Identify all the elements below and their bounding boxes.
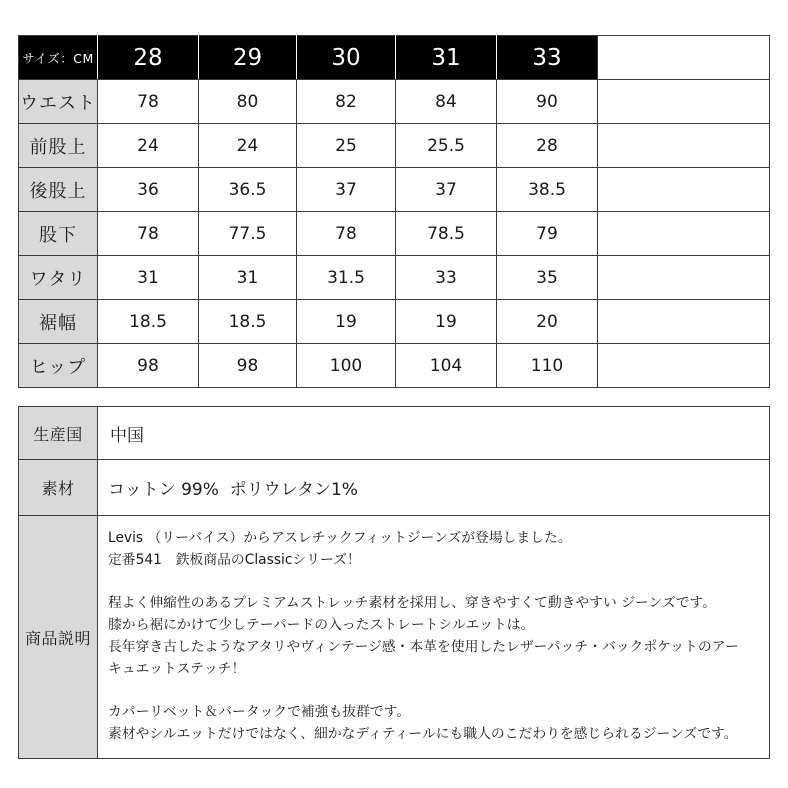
table-cell: 80 <box>199 80 297 124</box>
table-cell: 82 <box>297 80 396 124</box>
description-line: 程よく伸縮性のあるプレミアムストレッチ素材を採用し、穿きやすくて動きやすい ジーンズです。 <box>108 595 716 612</box>
table-row-hip <box>19 344 770 388</box>
row-label-waist: ウエスト <box>19 80 98 124</box>
table-row-front-rise <box>19 124 770 168</box>
description-row <box>19 516 770 759</box>
table-cell: 36.5 <box>199 168 297 212</box>
empty-cell <box>598 124 770 168</box>
row-label-thigh: ワタリ <box>19 256 98 300</box>
unit-label: サイズ：CM <box>19 36 98 80</box>
table-cell: 100 <box>297 344 396 388</box>
table-cell: 78.5 <box>396 212 497 256</box>
table-row-thigh <box>19 256 770 300</box>
table-cell: 28 <box>497 124 598 168</box>
size-column-header: 33 <box>497 36 598 80</box>
table-cell: 78 <box>98 212 199 256</box>
description-paragraph <box>108 528 763 572</box>
table-cell: 24 <box>98 124 199 168</box>
description-label: 商品説明 <box>19 516 98 759</box>
table-cell: 110 <box>497 344 598 388</box>
size-column-header: 28 <box>98 36 199 80</box>
origin-row <box>19 407 770 460</box>
description-line: 膝から裾にかけて少しテーパードの入ったストレートシルエットは。 <box>108 617 535 634</box>
table-cell: 18.5 <box>199 300 297 344</box>
description-paragraph <box>108 593 763 680</box>
table-cell: 84 <box>396 80 497 124</box>
table-cell: 25.5 <box>396 124 497 168</box>
table-cell: 31 <box>199 256 297 300</box>
description-line: カパーリベット＆バータックで補強も抜群です。 <box>108 704 411 721</box>
empty-cell <box>598 212 770 256</box>
row-label-hip: ヒップ <box>19 344 98 388</box>
table-cell: 33 <box>396 256 497 300</box>
table-cell: 98 <box>98 344 199 388</box>
table-cell: 36 <box>98 168 199 212</box>
material-label: 素材 <box>19 460 98 516</box>
description-line: 素材やシルエットだけではなく、細かなディティールにも職人のこだわりを感じられるジーンズです。 <box>108 726 738 743</box>
table-cell: 77.5 <box>199 212 297 256</box>
description-line: 定番541 鉄板商品のClassicシリーズ！ <box>108 551 361 568</box>
size-column-header: 29 <box>199 36 297 80</box>
table-cell: 31.5 <box>297 256 396 300</box>
row-label-back-rise: 後股上 <box>19 168 98 212</box>
origin-label: 生産国 <box>19 407 98 460</box>
description-line: 長年穿き古したようなアタリやヴィンテージ感・本革を使用したレザーパッチ・バックポケットのアー <box>108 639 739 655</box>
table-cell: 35 <box>497 256 598 300</box>
table-cell: 24 <box>199 124 297 168</box>
table-cell: 19 <box>396 300 497 344</box>
empty-cell <box>598 168 770 212</box>
description-body <box>98 516 770 759</box>
row-label-hem-width: 裾幅 <box>19 300 98 344</box>
table-cell: 31 <box>98 256 199 300</box>
size-table <box>18 35 770 388</box>
size-column-header: 31 <box>396 36 497 80</box>
material-value: コットン 99% ポリウレタン1% <box>98 460 770 516</box>
table-cell: 38.5 <box>497 168 598 212</box>
product-info-table <box>18 406 770 759</box>
table-cell: 78 <box>98 80 199 124</box>
table-row-waist <box>19 80 770 124</box>
empty-cell <box>598 344 770 388</box>
table-cell: 18.5 <box>98 300 199 344</box>
empty-cell <box>598 80 770 124</box>
table-cell: 98 <box>199 344 297 388</box>
table-cell: 37 <box>396 168 497 212</box>
table-cell: 25 <box>297 124 396 168</box>
table-row-hem-width <box>19 300 770 344</box>
description-line: Levis （リーバイス）からアスレチックフィットジーンズが登場しました。 <box>108 530 572 547</box>
size-column-header: 30 <box>297 36 396 80</box>
description-paragraph <box>108 702 763 746</box>
row-label-inseam: 股下 <box>19 212 98 256</box>
row-label-front-rise: 前股上 <box>19 124 98 168</box>
origin-value: 中国 <box>98 407 770 460</box>
table-row-back-rise <box>19 168 770 212</box>
table-cell: 19 <box>297 300 396 344</box>
table-row-inseam <box>19 212 770 256</box>
empty-cell <box>598 300 770 344</box>
table-cell: 79 <box>497 212 598 256</box>
table-cell: 90 <box>497 80 598 124</box>
empty-cell <box>598 256 770 300</box>
table-cell: 37 <box>297 168 396 212</box>
size-header-row <box>19 36 770 80</box>
table-cell: 78 <box>297 212 396 256</box>
table-cell: 104 <box>396 344 497 388</box>
empty-header-cell <box>598 36 770 80</box>
material-row <box>19 460 770 516</box>
description-line: キュエットステッチ！ <box>108 660 246 677</box>
table-cell: 20 <box>497 300 598 344</box>
